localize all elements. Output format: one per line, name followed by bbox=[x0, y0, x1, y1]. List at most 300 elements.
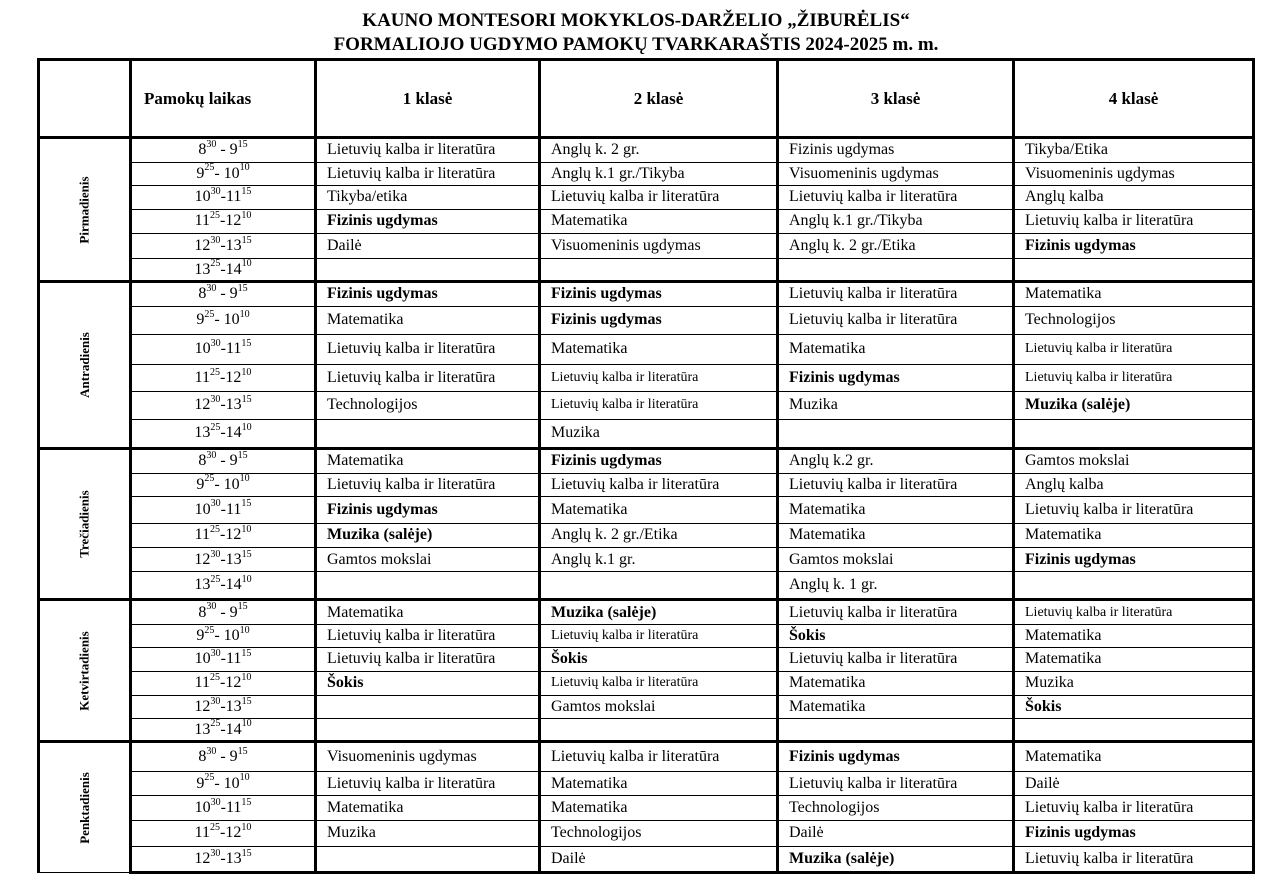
lesson-cell-class-3: Lietuvių kalba ir literatūra bbox=[778, 185, 1014, 209]
time-hour: 10 bbox=[223, 311, 240, 329]
lesson-cell-class-2: Technologijos bbox=[540, 820, 778, 846]
lesson-cell-class-3: Fizinis ugdymas bbox=[778, 364, 1014, 391]
lesson-cell-class-1: Matematika bbox=[316, 448, 540, 473]
time-hour: 11 bbox=[225, 188, 242, 206]
time-hour: 13 bbox=[194, 576, 211, 594]
lesson-cell-class-4: Dailė bbox=[1014, 772, 1254, 796]
time-hour: - bbox=[216, 603, 230, 621]
lesson-cell-class-4: Lietuvių kalba ir literatūra bbox=[1014, 796, 1254, 821]
time-hour: 12 bbox=[225, 674, 242, 692]
time-hour: 9 bbox=[196, 164, 205, 182]
lesson-cell-class-1: Lietuvių kalba ir literatūra bbox=[316, 647, 540, 671]
time-hour: 13 bbox=[225, 550, 242, 568]
time-minutes: 25 bbox=[204, 473, 215, 485]
time-minutes: 30 bbox=[210, 796, 221, 808]
lesson-time-cell bbox=[131, 796, 316, 821]
table-row bbox=[39, 138, 1254, 163]
time-minutes: 15 bbox=[241, 796, 252, 808]
time-minutes: 25 bbox=[210, 258, 221, 270]
lesson-cell-class-3: Matematika bbox=[778, 496, 1014, 523]
lesson-time-cell bbox=[131, 496, 316, 523]
lesson-cell-class-3: Anglų k. 2 gr./Etika bbox=[778, 234, 1014, 259]
lesson-cell-class-1 bbox=[316, 572, 540, 600]
lesson-cell-class-4: Matematika bbox=[1014, 647, 1254, 671]
lesson-time-cell bbox=[131, 742, 316, 772]
time-hour: 13 bbox=[225, 849, 242, 867]
lesson-cell-class-4: Matematika bbox=[1014, 742, 1254, 772]
time-hour: 11 bbox=[225, 340, 242, 358]
lesson-cell-class-2: Dailė bbox=[540, 846, 778, 872]
time-minutes: 25 bbox=[210, 718, 221, 730]
lesson-cell-class-4: Matematika bbox=[1014, 282, 1254, 307]
lesson-cell-class-2: Muzika bbox=[540, 419, 778, 448]
time-minutes: 10 bbox=[241, 822, 252, 834]
lesson-cell-class-3: Matematika bbox=[778, 334, 1014, 364]
day-label-cell bbox=[39, 600, 131, 742]
time-hour: 13 bbox=[194, 260, 211, 278]
lesson-cell-class-3: Matematika bbox=[778, 695, 1014, 719]
lesson-cell-class-4: Lietuvių kalba ir literatūra bbox=[1014, 600, 1254, 625]
time-hour: - bbox=[214, 311, 224, 329]
lesson-cell-class-2 bbox=[540, 719, 778, 742]
lesson-cell-class-3: Anglų k.1 gr./Tikyba bbox=[778, 209, 1014, 234]
table-row bbox=[39, 846, 1254, 872]
time-minutes: 15 bbox=[241, 695, 252, 707]
lesson-cell-class-2: Visuomeninis ugdymas bbox=[540, 234, 778, 259]
lesson-time-cell bbox=[131, 138, 316, 163]
time-hour: - bbox=[214, 475, 224, 493]
lesson-cell-class-4: Matematika bbox=[1014, 523, 1254, 548]
time-minutes: 30 bbox=[210, 647, 221, 659]
time-hour: - bbox=[220, 500, 226, 518]
lesson-cell-class-4: Lietuvių kalba ir literatūra bbox=[1014, 364, 1254, 391]
lesson-cell-class-3: Fizinis ugdymas bbox=[778, 138, 1014, 163]
time-minutes: 10 bbox=[239, 624, 250, 636]
time-hour: 13 bbox=[194, 424, 211, 442]
time-minutes: 10 bbox=[241, 573, 252, 585]
lesson-cell-class-4: Lietuvių kalba ir literatūra bbox=[1014, 209, 1254, 234]
time-hour: 12 bbox=[194, 396, 211, 414]
lesson-cell-class-1: Matematika bbox=[316, 600, 540, 625]
lesson-cell-class-1: Fizinis ugdymas bbox=[316, 282, 540, 307]
lesson-cell-class-3: Lietuvių kalba ir literatūra bbox=[778, 282, 1014, 307]
schedule-title: FORMALIOJO UGDYMO PAMOKŲ TVARKARAŠTIS 2024-2025 m. m. bbox=[333, 34, 939, 55]
lesson-cell-class-3 bbox=[778, 419, 1014, 448]
time-minutes: 15 bbox=[241, 394, 252, 406]
lesson-cell-class-2: Anglų k. 2 gr. bbox=[540, 138, 778, 163]
day-label: Antradienis bbox=[76, 332, 92, 398]
time-hour: 12 bbox=[194, 849, 211, 867]
table-row bbox=[39, 334, 1254, 364]
lesson-cell-class-3: Gamtos mokslai bbox=[778, 548, 1014, 572]
time-hour: - bbox=[214, 164, 224, 182]
lesson-cell-class-4: Matematika bbox=[1014, 625, 1254, 648]
time-minutes: 30 bbox=[210, 338, 221, 350]
table-row bbox=[39, 234, 1254, 259]
lesson-time-cell bbox=[131, 334, 316, 364]
lesson-cell-class-1 bbox=[316, 259, 540, 282]
time-hour: 9 bbox=[196, 627, 205, 644]
table-row bbox=[39, 419, 1254, 448]
day-label: Ketvirtadienis bbox=[76, 630, 92, 711]
lesson-cell-class-2: Anglų k.1 gr./Tikyba bbox=[540, 162, 778, 185]
lesson-cell-class-4 bbox=[1014, 259, 1254, 282]
time-minutes: 25 bbox=[210, 573, 221, 585]
lesson-cell-class-3: Šokis bbox=[778, 625, 1014, 648]
lesson-cell-class-1: Lietuvių kalba ir literatūra bbox=[316, 473, 540, 496]
time-hour: - bbox=[220, 396, 226, 414]
lesson-cell-class-1: Technologijos bbox=[316, 391, 540, 419]
day-label: Pirmadienis bbox=[76, 175, 92, 244]
lesson-cell-class-2: Muzika (salėje) bbox=[540, 600, 778, 625]
time-minutes: 15 bbox=[241, 647, 252, 659]
time-minutes: 25 bbox=[210, 210, 221, 222]
time-hour: - bbox=[220, 368, 226, 386]
lesson-cell-class-4: Fizinis ugdymas bbox=[1014, 234, 1254, 259]
time-minutes: 15 bbox=[237, 601, 248, 613]
lesson-cell-class-3 bbox=[778, 719, 1014, 742]
time-hour: 11 bbox=[225, 650, 242, 668]
lesson-time-cell bbox=[131, 473, 316, 496]
time-hour: 11 bbox=[194, 212, 211, 230]
day-label-cell bbox=[39, 448, 131, 599]
lesson-time-cell bbox=[131, 234, 316, 259]
column-header-class-4: 4 klasė bbox=[1014, 60, 1254, 138]
time-minutes: 30 bbox=[210, 185, 221, 197]
table-row bbox=[39, 719, 1254, 742]
column-header-class-2: 2 klasė bbox=[540, 60, 778, 138]
lesson-cell-class-4: Fizinis ugdymas bbox=[1014, 820, 1254, 846]
time-hour: 11 bbox=[225, 799, 242, 817]
lesson-time-cell bbox=[131, 772, 316, 796]
lesson-cell-class-1: Tikyba/etika bbox=[316, 185, 540, 209]
time-minutes: 15 bbox=[241, 498, 252, 510]
lesson-cell-class-2: Fizinis ugdymas bbox=[540, 448, 778, 473]
lesson-cell-class-1: Lietuvių kalba ir literatūra bbox=[316, 138, 540, 163]
lesson-time-cell bbox=[131, 820, 316, 846]
lesson-cell-class-2: Lietuvių kalba ir literatūra bbox=[540, 391, 778, 419]
time-hour: 13 bbox=[225, 237, 242, 255]
time-hour: 14 bbox=[225, 424, 242, 442]
lesson-cell-class-3: Visuomeninis ugdymas bbox=[778, 162, 1014, 185]
time-minutes: 25 bbox=[204, 309, 215, 321]
time-hour: 8 bbox=[198, 748, 207, 766]
time-hour: 10 bbox=[223, 627, 240, 644]
table-row bbox=[39, 695, 1254, 719]
time-minutes: 15 bbox=[237, 745, 248, 757]
time-minutes: 15 bbox=[241, 338, 252, 350]
day-label-cell bbox=[39, 742, 131, 873]
header-row bbox=[39, 60, 1254, 138]
lesson-cell-class-1: Lietuvių kalba ir literatūra bbox=[316, 772, 540, 796]
time-minutes: 30 bbox=[210, 847, 221, 859]
lesson-cell-class-2: Anglų k.1 gr. bbox=[540, 548, 778, 572]
time-hour: 11 bbox=[194, 368, 211, 386]
table-row bbox=[39, 391, 1254, 419]
day-column-header bbox=[39, 60, 131, 138]
lesson-time-cell bbox=[131, 391, 316, 419]
table-row bbox=[39, 473, 1254, 496]
table-row bbox=[39, 548, 1254, 572]
time-minutes: 10 bbox=[241, 210, 252, 222]
time-hour: - bbox=[220, 212, 226, 230]
time-hour: 10 bbox=[194, 650, 211, 668]
time-minutes: 25 bbox=[204, 624, 215, 636]
time-hour: 8 bbox=[198, 141, 207, 159]
time-hour: 9 bbox=[196, 774, 205, 792]
time-hour: - bbox=[220, 188, 226, 206]
time-minutes: 30 bbox=[210, 548, 221, 560]
table-row bbox=[39, 772, 1254, 796]
lesson-time-cell bbox=[131, 419, 316, 448]
lesson-cell-class-2: Matematika bbox=[540, 796, 778, 821]
lesson-cell-class-4: Technologijos bbox=[1014, 306, 1254, 334]
table-row bbox=[39, 820, 1254, 846]
time-minutes: 30 bbox=[206, 745, 217, 757]
column-header-class-1: 1 klasė bbox=[316, 60, 540, 138]
lesson-cell-class-2: Matematika bbox=[540, 772, 778, 796]
time-hour: 12 bbox=[225, 212, 242, 230]
time-hour: 12 bbox=[194, 697, 211, 715]
lesson-time-cell bbox=[131, 548, 316, 572]
lesson-cell-class-1: Matematika bbox=[316, 306, 540, 334]
time-minutes: 15 bbox=[241, 847, 252, 859]
time-minutes: 30 bbox=[210, 498, 221, 510]
time-hour: 12 bbox=[194, 550, 211, 568]
lesson-cell-class-3: Lietuvių kalba ir literatūra bbox=[778, 306, 1014, 334]
column-header-time: Pamokų laikas bbox=[131, 60, 316, 138]
lesson-cell-class-3: Muzika (salėje) bbox=[778, 846, 1014, 872]
day-label: Penktadienis bbox=[76, 771, 92, 844]
lesson-time-cell bbox=[131, 647, 316, 671]
time-minutes: 30 bbox=[206, 601, 217, 613]
time-hour: 10 bbox=[194, 188, 211, 206]
lesson-cell-class-3: Anglų k. 1 gr. bbox=[778, 572, 1014, 600]
time-minutes: 25 bbox=[210, 524, 221, 536]
lesson-cell-class-1: Šokis bbox=[316, 671, 540, 695]
time-hour: 8 bbox=[198, 452, 207, 470]
lesson-cell-class-2 bbox=[540, 259, 778, 282]
lesson-time-cell bbox=[131, 162, 316, 185]
time-hour: - bbox=[216, 141, 230, 159]
day-label: Trečiadienis bbox=[76, 490, 92, 558]
lesson-cell-class-4: Šokis bbox=[1014, 695, 1254, 719]
table-row bbox=[39, 625, 1254, 648]
lesson-time-cell bbox=[131, 209, 316, 234]
lesson-cell-class-4: Muzika (salėje) bbox=[1014, 391, 1254, 419]
lesson-cell-class-3: Technologijos bbox=[778, 796, 1014, 821]
lesson-cell-class-4 bbox=[1014, 572, 1254, 600]
lesson-time-cell bbox=[131, 695, 316, 719]
time-hour: 13 bbox=[225, 697, 242, 715]
time-hour: 9 bbox=[196, 311, 205, 329]
time-hour: 11 bbox=[225, 500, 242, 518]
lesson-cell-class-2: Gamtos mokslai bbox=[540, 695, 778, 719]
lesson-cell-class-1: Lietuvių kalba ir literatūra bbox=[316, 162, 540, 185]
lesson-cell-class-4: Visuomeninis ugdymas bbox=[1014, 162, 1254, 185]
lesson-cell-class-3: Lietuvių kalba ir literatūra bbox=[778, 647, 1014, 671]
time-hour: 10 bbox=[194, 799, 211, 817]
lesson-cell-class-1: Matematika bbox=[316, 796, 540, 821]
lesson-time-cell bbox=[131, 306, 316, 334]
time-hour: - bbox=[220, 526, 226, 544]
lesson-cell-class-2: Anglų k. 2 gr./Etika bbox=[540, 523, 778, 548]
lesson-cell-class-4: Lietuvių kalba ir literatūra bbox=[1014, 846, 1254, 872]
time-minutes: 15 bbox=[241, 234, 252, 246]
time-hour: 8 bbox=[198, 285, 207, 303]
time-hour: 13 bbox=[194, 720, 211, 738]
lesson-cell-class-1 bbox=[316, 419, 540, 448]
school-title: KAUNO MONTESORI MOKYKLOS-DARŽELIO „ŽIBURĖLIS“ bbox=[362, 10, 910, 31]
table-row bbox=[39, 209, 1254, 234]
time-hour: - bbox=[216, 748, 230, 766]
time-hour: - bbox=[220, 650, 226, 668]
time-minutes: 10 bbox=[239, 162, 250, 174]
time-minutes: 10 bbox=[241, 422, 252, 434]
time-minutes: 30 bbox=[210, 394, 221, 406]
lesson-time-cell bbox=[131, 185, 316, 209]
time-hour: 12 bbox=[225, 824, 242, 842]
lesson-cell-class-1: Muzika bbox=[316, 820, 540, 846]
lesson-cell-class-2: Matematika bbox=[540, 496, 778, 523]
time-hour: 10 bbox=[223, 164, 240, 182]
time-hour: 14 bbox=[225, 720, 242, 738]
time-hour: 13 bbox=[225, 396, 242, 414]
table-row bbox=[39, 523, 1254, 548]
time-minutes: 10 bbox=[241, 718, 252, 730]
lesson-cell-class-2: Matematika bbox=[540, 334, 778, 364]
time-hour: 14 bbox=[225, 576, 242, 594]
lesson-cell-class-1: Lietuvių kalba ir literatūra bbox=[316, 334, 540, 364]
lesson-cell-class-2: Matematika bbox=[540, 209, 778, 234]
lesson-cell-class-4: Muzika bbox=[1014, 671, 1254, 695]
time-minutes: 30 bbox=[206, 450, 217, 462]
time-minutes: 10 bbox=[241, 258, 252, 270]
time-hour: - bbox=[220, 576, 226, 594]
time-hour: - bbox=[214, 627, 224, 644]
time-hour: 10 bbox=[194, 340, 211, 358]
lesson-cell-class-4: Lietuvių kalba ir literatūra bbox=[1014, 496, 1254, 523]
lesson-cell-class-2: Fizinis ugdymas bbox=[540, 282, 778, 307]
time-minutes: 15 bbox=[237, 450, 248, 462]
time-hour: - bbox=[216, 452, 230, 470]
time-hour: 11 bbox=[194, 824, 211, 842]
time-hour: 8 bbox=[198, 603, 207, 621]
time-minutes: 25 bbox=[210, 422, 221, 434]
lesson-time-cell bbox=[131, 671, 316, 695]
time-minutes: 15 bbox=[241, 548, 252, 560]
time-hour: - bbox=[220, 824, 226, 842]
table-row bbox=[39, 364, 1254, 391]
lesson-cell-class-3: Dailė bbox=[778, 820, 1014, 846]
lesson-cell-class-3: Matematika bbox=[778, 523, 1014, 548]
lesson-cell-class-2: Lietuvių kalba ir literatūra bbox=[540, 625, 778, 648]
lesson-cell-class-2: Šokis bbox=[540, 647, 778, 671]
time-hour: 9 bbox=[229, 603, 238, 621]
time-hour: - bbox=[220, 720, 226, 738]
time-hour: 10 bbox=[194, 500, 211, 518]
lesson-cell-class-2: Lietuvių kalba ir literatūra bbox=[540, 742, 778, 772]
lesson-cell-class-3: Lietuvių kalba ir literatūra bbox=[778, 600, 1014, 625]
lesson-cell-class-2: Lietuvių kalba ir literatūra bbox=[540, 671, 778, 695]
time-minutes: 10 bbox=[239, 473, 250, 485]
time-hour: - bbox=[220, 674, 226, 692]
lesson-cell-class-2 bbox=[540, 572, 778, 600]
time-hour: - bbox=[220, 550, 226, 568]
time-hour: 9 bbox=[229, 141, 238, 159]
lesson-cell-class-2: Lietuvių kalba ir literatūra bbox=[540, 473, 778, 496]
time-minutes: 25 bbox=[210, 366, 221, 378]
time-hour: 11 bbox=[194, 526, 211, 544]
time-minutes: 10 bbox=[241, 524, 252, 536]
table-row bbox=[39, 671, 1254, 695]
time-hour: - bbox=[220, 849, 226, 867]
lesson-time-cell bbox=[131, 625, 316, 648]
lesson-time-cell bbox=[131, 600, 316, 625]
time-minutes: 10 bbox=[239, 772, 250, 784]
schedule-body bbox=[39, 138, 1254, 873]
table-row bbox=[39, 647, 1254, 671]
lesson-cell-class-1 bbox=[316, 719, 540, 742]
table-row bbox=[39, 496, 1254, 523]
time-minutes: 15 bbox=[237, 139, 248, 151]
time-minutes: 25 bbox=[210, 822, 221, 834]
lesson-time-cell bbox=[131, 448, 316, 473]
lesson-cell-class-1 bbox=[316, 695, 540, 719]
table-row bbox=[39, 600, 1254, 625]
lesson-cell-class-2: Lietuvių kalba ir literatūra bbox=[540, 185, 778, 209]
time-minutes: 25 bbox=[210, 671, 221, 683]
day-label-cell bbox=[39, 138, 131, 282]
lesson-cell-class-4: Tikyba/Etika bbox=[1014, 138, 1254, 163]
time-minutes: 10 bbox=[241, 366, 252, 378]
time-minutes: 15 bbox=[237, 283, 248, 295]
lesson-cell-class-4: Anglų kalba bbox=[1014, 185, 1254, 209]
time-minutes: 10 bbox=[241, 671, 252, 683]
time-minutes: 30 bbox=[210, 695, 221, 707]
lesson-cell-class-1: Lietuvių kalba ir literatūra bbox=[316, 364, 540, 391]
lesson-cell-class-3: Matematika bbox=[778, 671, 1014, 695]
time-hour: - bbox=[220, 424, 226, 442]
table-row bbox=[39, 282, 1254, 307]
lesson-cell-class-1: Muzika (salėje) bbox=[316, 523, 540, 548]
table-row bbox=[39, 448, 1254, 473]
lesson-cell-class-1: Gamtos mokslai bbox=[316, 548, 540, 572]
time-hour: - bbox=[214, 774, 224, 792]
lesson-time-cell bbox=[131, 846, 316, 872]
time-minutes: 30 bbox=[206, 139, 217, 151]
column-header-class-3: 3 klasė bbox=[778, 60, 1014, 138]
lesson-cell-class-4: Fizinis ugdymas bbox=[1014, 548, 1254, 572]
lesson-cell-class-1 bbox=[316, 846, 540, 872]
time-hour: - bbox=[220, 697, 226, 715]
time-hour: - bbox=[220, 799, 226, 817]
lesson-cell-class-1: Visuomeninis ugdymas bbox=[316, 742, 540, 772]
time-hour: - bbox=[216, 285, 230, 303]
time-hour: 9 bbox=[229, 285, 238, 303]
lesson-schedule-table bbox=[37, 58, 1255, 874]
time-hour: 11 bbox=[194, 674, 211, 692]
lesson-cell-class-3 bbox=[778, 259, 1014, 282]
lesson-time-cell bbox=[131, 282, 316, 307]
lesson-time-cell bbox=[131, 364, 316, 391]
time-minutes: 10 bbox=[239, 309, 250, 321]
lesson-cell-class-4: Gamtos mokslai bbox=[1014, 448, 1254, 473]
table-row bbox=[39, 162, 1254, 185]
lesson-cell-class-2: Lietuvių kalba ir literatūra bbox=[540, 364, 778, 391]
time-minutes: 15 bbox=[241, 185, 252, 197]
lesson-cell-class-3: Anglų k.2 gr. bbox=[778, 448, 1014, 473]
